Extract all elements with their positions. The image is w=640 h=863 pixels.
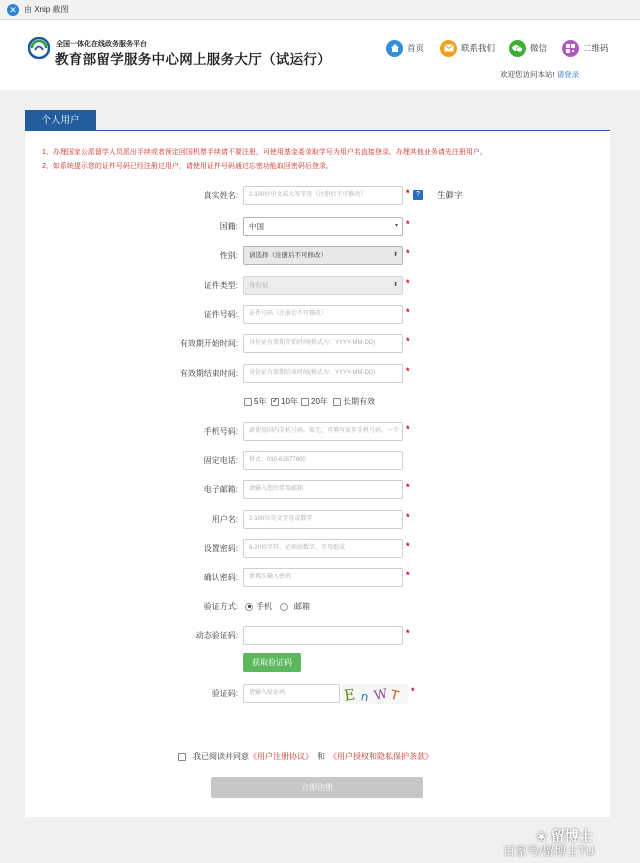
nav-wechat[interactable]: [509, 38, 547, 58]
valid-end-input[interactable]: 身份证有效期结束时间(格式为：YYYY-MM-DD): [243, 364, 403, 383]
mail-icon: [440, 40, 457, 57]
confirm-password-label: 确认密码:: [203, 573, 238, 582]
password-input[interactable]: 6-20位字符，必须由数字、字母组成: [243, 539, 403, 558]
radio-email[interactable]: [280, 603, 288, 611]
nav-qrcode[interactable]: [562, 38, 609, 58]
rare-char-link[interactable]: 生僻字: [437, 190, 463, 200]
qrcode-icon: [562, 40, 579, 57]
mobile-required: *: [406, 424, 410, 434]
dynamic-code-input[interactable]: [243, 626, 403, 645]
username-label: 用户名:: [211, 515, 238, 524]
checkbox-10y[interactable]: [271, 398, 279, 406]
welcome-message: 欢迎您访问本站!: [500, 70, 555, 79]
org-subtitle: 全国一体化在线政务服务平台: [56, 41, 147, 48]
phone-label: 固定电话:: [203, 456, 238, 465]
gender-required: *: [406, 248, 410, 258]
user-agreement-link[interactable]: 《用户注册协议》: [249, 752, 313, 761]
captcha-input[interactable]: 请输入验证码: [243, 684, 340, 703]
checkbox-5y[interactable]: [244, 398, 252, 406]
mobile-input[interactable]: 请使用国内手机号码。如无，可填写家乡手机号码，一个: [243, 422, 403, 441]
privacy-policy-link[interactable]: 《用户授权和隐私保护条款》: [329, 752, 433, 761]
captcha-required: *: [411, 686, 415, 696]
window-titlebar: [0, 0, 640, 20]
org-title[interactable]: 教育部留学服务中心网上服务大厅（试运行）: [55, 52, 331, 67]
password-required: *: [406, 541, 410, 551]
username-input[interactable]: 2-100位英文字母或数字: [243, 510, 403, 529]
nav-home-label: 首页: [407, 43, 425, 53]
validity-5y-label: 5年: [254, 397, 267, 406]
emblem-logo-icon: [28, 37, 50, 59]
valid-end-required: *: [406, 366, 410, 376]
confirm-password-input[interactable]: 请再次输入密码: [243, 568, 403, 587]
id-number-required: *: [406, 307, 410, 317]
dynamic-code-label: 动态验证码:: [195, 631, 238, 640]
validity-20y[interactable]: [301, 396, 328, 407]
mobile-label: 手机号码:: [203, 427, 238, 436]
updown-arrows-icon: ⬍: [392, 252, 398, 258]
id-type-required: *: [406, 278, 410, 288]
notice-1: 1、办理国家公派留学人员派出手续或者预定回国机票手续请不要注册，可使用基金委录取学号为用户名直接登录。办理其他业务请先注册用户。: [42, 149, 487, 156]
get-code-button[interactable]: 获取验证码: [243, 653, 301, 672]
agreement-line: [178, 751, 433, 762]
checkbox-20y[interactable]: [301, 398, 309, 406]
svg-text:T: T: [388, 687, 401, 704]
window-title: 由 Xnip 截图: [24, 5, 69, 14]
watermark-text: 百家号/留博士TU: [503, 844, 595, 858]
welcome-text: [500, 69, 579, 80]
tab-underline: [25, 130, 610, 131]
verify-email-label: 邮箱: [294, 602, 310, 611]
nav-wechat-label: 微信: [530, 43, 548, 53]
email-required: *: [406, 482, 410, 492]
login-link[interactable]: 请登录: [556, 70, 580, 79]
nationality-value: 中国: [249, 222, 264, 231]
nav-qrcode-label: 二维码: [583, 43, 609, 53]
valid-start-label: 有效期开始时间:: [179, 339, 238, 348]
captcha-image[interactable]: [342, 684, 408, 704]
tab-personal-user[interactable]: 个人用户: [25, 110, 96, 131]
svg-text:W: W: [372, 686, 390, 704]
confirm-password-required: *: [406, 570, 410, 580]
gender-select[interactable]: [243, 246, 403, 265]
radio-mobile[interactable]: [245, 603, 253, 611]
validity-long[interactable]: [333, 396, 375, 407]
valid-start-input[interactable]: 身份证有效期开始时间(格式为：YYYY-MM-DD): [243, 334, 403, 353]
username-required: *: [406, 512, 410, 522]
captcha-label: 验证码:: [211, 689, 238, 698]
dynamic-code-required: *: [406, 628, 410, 638]
phone-input[interactable]: 格式：010-62877600: [243, 451, 403, 470]
validity-5y[interactable]: [244, 396, 266, 407]
id-number-input[interactable]: 证件号码（注册后不可修改）: [243, 305, 403, 324]
help-icon[interactable]: ?: [413, 190, 423, 200]
notice-2: 2、如系统提示您的证件号码已经注册过用户，请使用证件号码通过忘密功能取回密码后登录。: [42, 163, 333, 170]
verify-method-label: 验证方式:: [203, 602, 238, 611]
captcha-glyphs: [342, 684, 408, 704]
validity-10y[interactable]: [271, 396, 298, 407]
email-input[interactable]: 请输入您的常用邮箱: [243, 480, 403, 499]
watermark-logo-text: 留博士: [550, 828, 593, 844]
validity-10y-label: 10年: [281, 397, 298, 406]
validity-long-label: 长期有效: [343, 397, 375, 406]
svg-text:E: E: [342, 685, 357, 704]
verify-mobile-label: 手机: [256, 602, 272, 611]
nav-home[interactable]: [386, 38, 424, 58]
agree-prefix: 我已阅读并同意: [193, 752, 249, 761]
register-submit-button[interactable]: 立即注册: [211, 777, 423, 798]
email-label: 电子邮箱:: [203, 485, 238, 494]
password-label: 设置密码:: [203, 544, 238, 553]
svg-text:n: n: [359, 689, 370, 704]
valid-end-label: 有效期结束时间:: [179, 369, 238, 378]
id-type-select: [243, 276, 403, 295]
id-number-label: 证件号码:: [203, 310, 238, 319]
gender-label: 性别:: [219, 251, 238, 260]
nationality-required: *: [406, 219, 410, 229]
real-name-label: 真实姓名:: [203, 191, 238, 200]
nationality-select[interactable]: [243, 217, 403, 236]
agree-and: 和: [317, 752, 325, 761]
agree-checkbox[interactable]: [178, 753, 186, 761]
id-type-label: 证件类型:: [203, 281, 238, 290]
id-type-value: 身份证: [249, 282, 269, 289]
wechat-watermark-icon: ❀: [536, 829, 547, 844]
home-icon: [386, 40, 403, 57]
validity-20y-label: 20年: [311, 397, 328, 406]
updown-arrows-icon: ⬍: [392, 282, 398, 288]
gender-value: 请选择（注册后不可修改）: [249, 252, 327, 259]
real-name-input[interactable]: 2-100位中文或大写字母（注册后不可修改）: [243, 186, 403, 205]
wechat-icon: [509, 40, 526, 57]
nationality-label: 国籍:: [219, 222, 238, 231]
valid-start-required: *: [406, 336, 410, 346]
real-name-required: *: [406, 188, 410, 198]
site-header: [0, 20, 640, 90]
nav-contact-label: 联系我们: [461, 43, 496, 53]
nav-contact[interactable]: [440, 38, 495, 58]
checkbox-long[interactable]: [333, 398, 341, 406]
verify-email-option[interactable]: [280, 601, 310, 612]
chevron-down-icon: ▾: [394, 223, 398, 229]
xnip-app-icon: ✕: [7, 4, 19, 16]
verify-mobile-option[interactable]: [245, 601, 272, 612]
